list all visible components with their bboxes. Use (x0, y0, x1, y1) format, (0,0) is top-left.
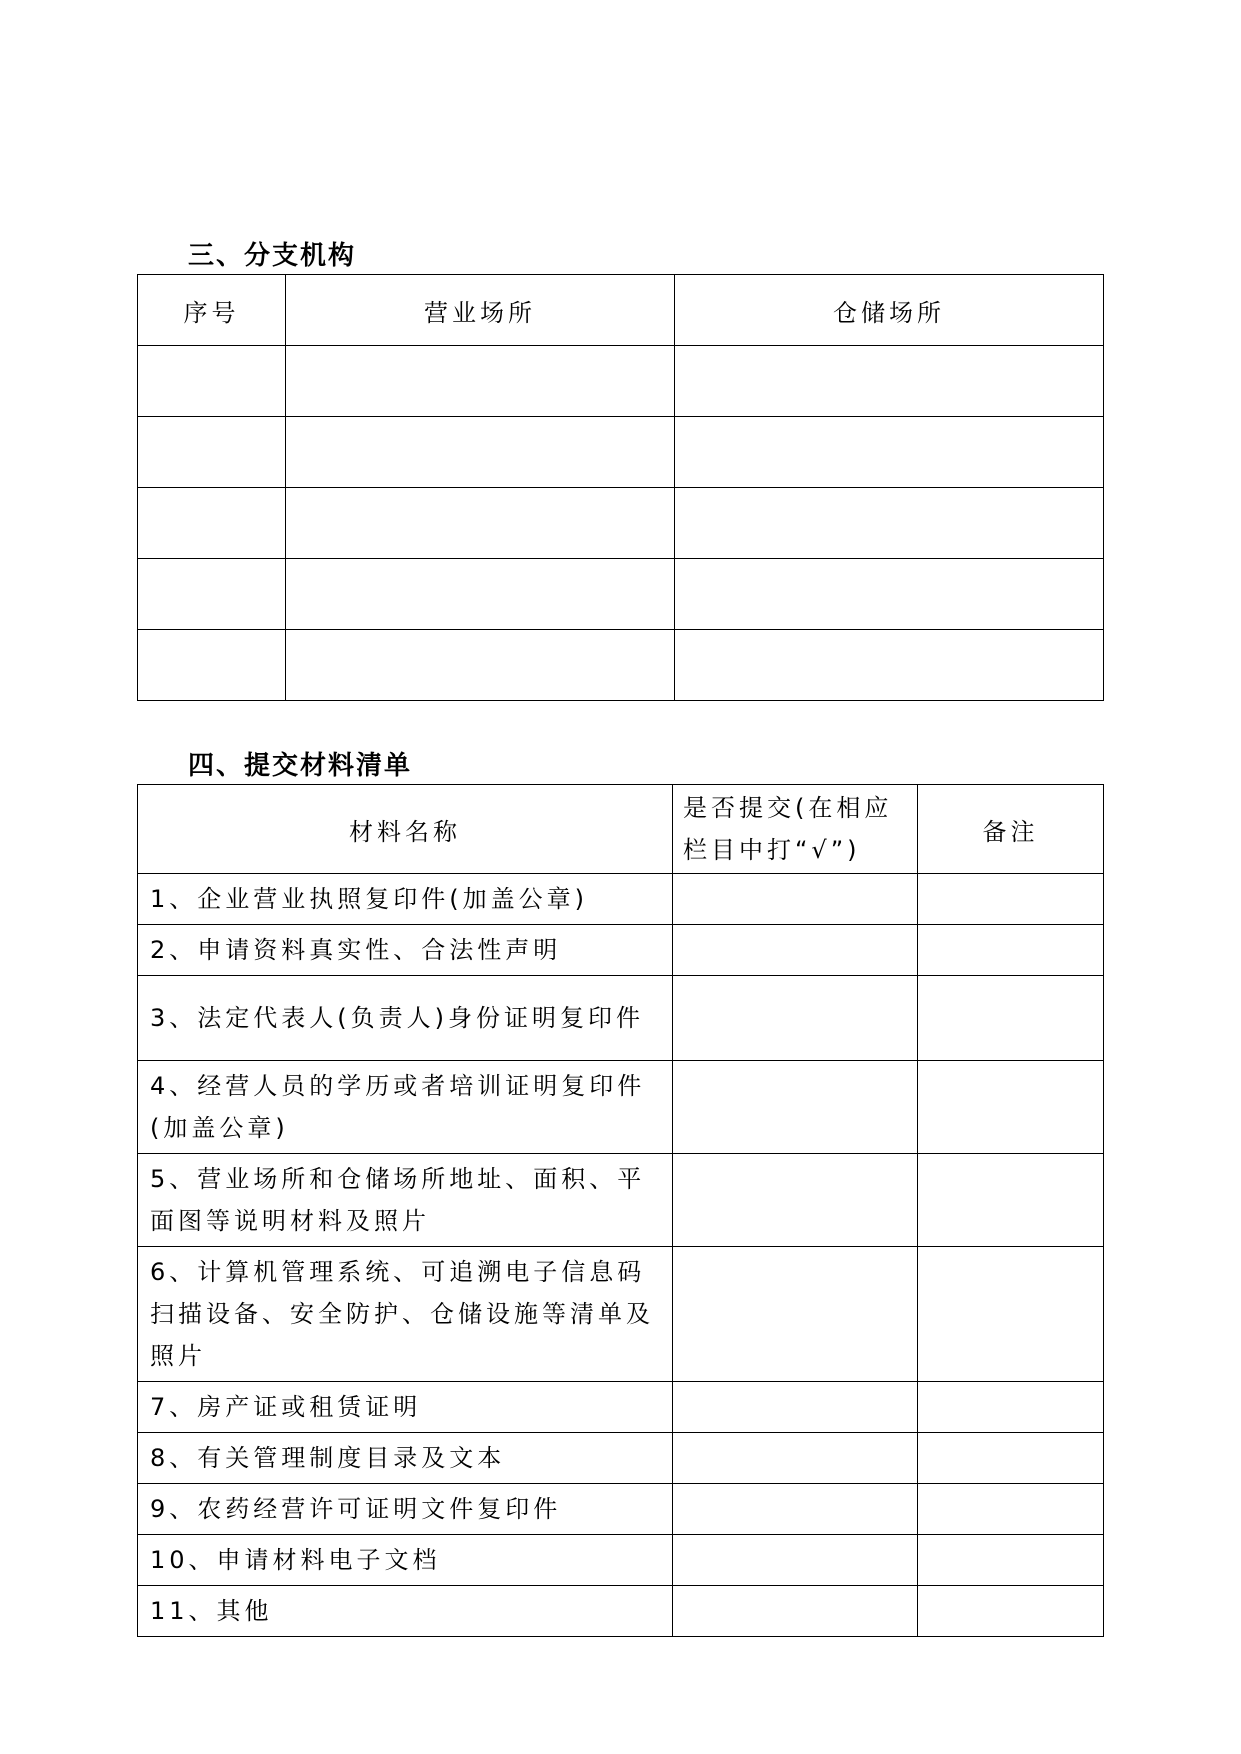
note-cell[interactable] (918, 1586, 1104, 1637)
storage-premises-cell[interactable] (675, 346, 1104, 417)
material-name-cell: 11、其他 (138, 1586, 673, 1637)
submitted-check-cell[interactable] (673, 1061, 918, 1154)
note-cell[interactable] (918, 1061, 1104, 1154)
business-premises-cell[interactable] (286, 417, 675, 488)
note-cell[interactable] (918, 1247, 1104, 1382)
note-cell[interactable] (918, 925, 1104, 976)
table-header-row (138, 275, 1104, 346)
table-row (138, 1061, 1104, 1154)
branch-institutions-table (137, 274, 1104, 701)
table-row (138, 1586, 1104, 1637)
column-header-submitted: 是否提交(在相应栏目中打“√”) (673, 785, 918, 874)
submitted-check-cell[interactable] (673, 976, 918, 1061)
table-header-row (138, 785, 1104, 874)
table-row (138, 925, 1104, 976)
business-premises-cell[interactable] (286, 559, 675, 630)
storage-premises-cell[interactable] (675, 630, 1104, 701)
submitted-check-cell[interactable] (673, 1154, 918, 1247)
table-row (138, 1433, 1104, 1484)
table-row (138, 1484, 1104, 1535)
material-name-cell: 10、申请材料电子文档 (138, 1535, 673, 1586)
note-cell[interactable] (918, 1154, 1104, 1247)
serial-cell[interactable] (138, 346, 286, 417)
table-row (138, 346, 1104, 417)
material-name-cell: 2、申请资料真实性、合法性声明 (138, 925, 673, 976)
submitted-check-cell[interactable] (673, 1382, 918, 1433)
storage-premises-cell[interactable] (675, 488, 1104, 559)
table-row (138, 1247, 1104, 1382)
table-row (138, 1535, 1104, 1586)
note-cell[interactable] (918, 1433, 1104, 1484)
submitted-check-cell[interactable] (673, 1484, 918, 1535)
table-row (138, 630, 1104, 701)
submitted-check-cell[interactable] (673, 1433, 918, 1484)
table-row (138, 1382, 1104, 1433)
material-name-cell: 4、经营人员的学历或者培训证明复印件(加盖公章) (138, 1061, 673, 1154)
column-header-material-name: 材料名称 (138, 785, 673, 874)
material-name-cell: 9、农药经营许可证明文件复印件 (138, 1484, 673, 1535)
table-row (138, 559, 1104, 630)
submitted-check-cell[interactable] (673, 874, 918, 925)
note-cell[interactable] (918, 1535, 1104, 1586)
material-name-cell: 1、企业营业执照复印件(加盖公章) (138, 874, 673, 925)
section-4-heading: 四、提交材料清单 (188, 751, 413, 781)
storage-premises-cell[interactable] (675, 417, 1104, 488)
table-row (138, 488, 1104, 559)
submitted-check-cell[interactable] (673, 1247, 918, 1382)
note-cell[interactable] (918, 1382, 1104, 1433)
serial-cell[interactable] (138, 559, 286, 630)
submitted-check-cell[interactable] (673, 925, 918, 976)
business-premises-cell[interactable] (286, 346, 675, 417)
table-row (138, 874, 1104, 925)
business-premises-cell[interactable] (286, 630, 675, 701)
business-premises-cell[interactable] (286, 488, 675, 559)
material-name-cell: 8、有关管理制度目录及文本 (138, 1433, 673, 1484)
section-3-heading: 三、分支机构 (188, 241, 357, 271)
table-row (138, 417, 1104, 488)
material-name-cell: 6、计算机管理系统、可追溯电子信息码扫描设备、安全防护、仓储设施等清单及照片 (138, 1247, 673, 1382)
submitted-check-cell[interactable] (673, 1586, 918, 1637)
column-header-serial: 序号 (138, 275, 286, 346)
material-name-cell: 5、营业场所和仓储场所地址、面积、平面图等说明材料及照片 (138, 1154, 673, 1247)
note-cell[interactable] (918, 1484, 1104, 1535)
serial-cell[interactable] (138, 488, 286, 559)
materials-checklist-table (137, 784, 1104, 1637)
material-name-cell: 3、法定代表人(负责人)身份证明复印件 (138, 976, 673, 1061)
serial-cell[interactable] (138, 630, 286, 701)
table-row (138, 976, 1104, 1061)
serial-cell[interactable] (138, 417, 286, 488)
material-name-cell: 7、房产证或租赁证明 (138, 1382, 673, 1433)
column-header-note: 备注 (918, 785, 1104, 874)
column-header-business-premises: 营业场所 (286, 275, 675, 346)
storage-premises-cell[interactable] (675, 559, 1104, 630)
table-row (138, 1154, 1104, 1247)
note-cell[interactable] (918, 976, 1104, 1061)
column-header-storage-premises: 仓储场所 (675, 275, 1104, 346)
note-cell[interactable] (918, 874, 1104, 925)
submitted-check-cell[interactable] (673, 1535, 918, 1586)
